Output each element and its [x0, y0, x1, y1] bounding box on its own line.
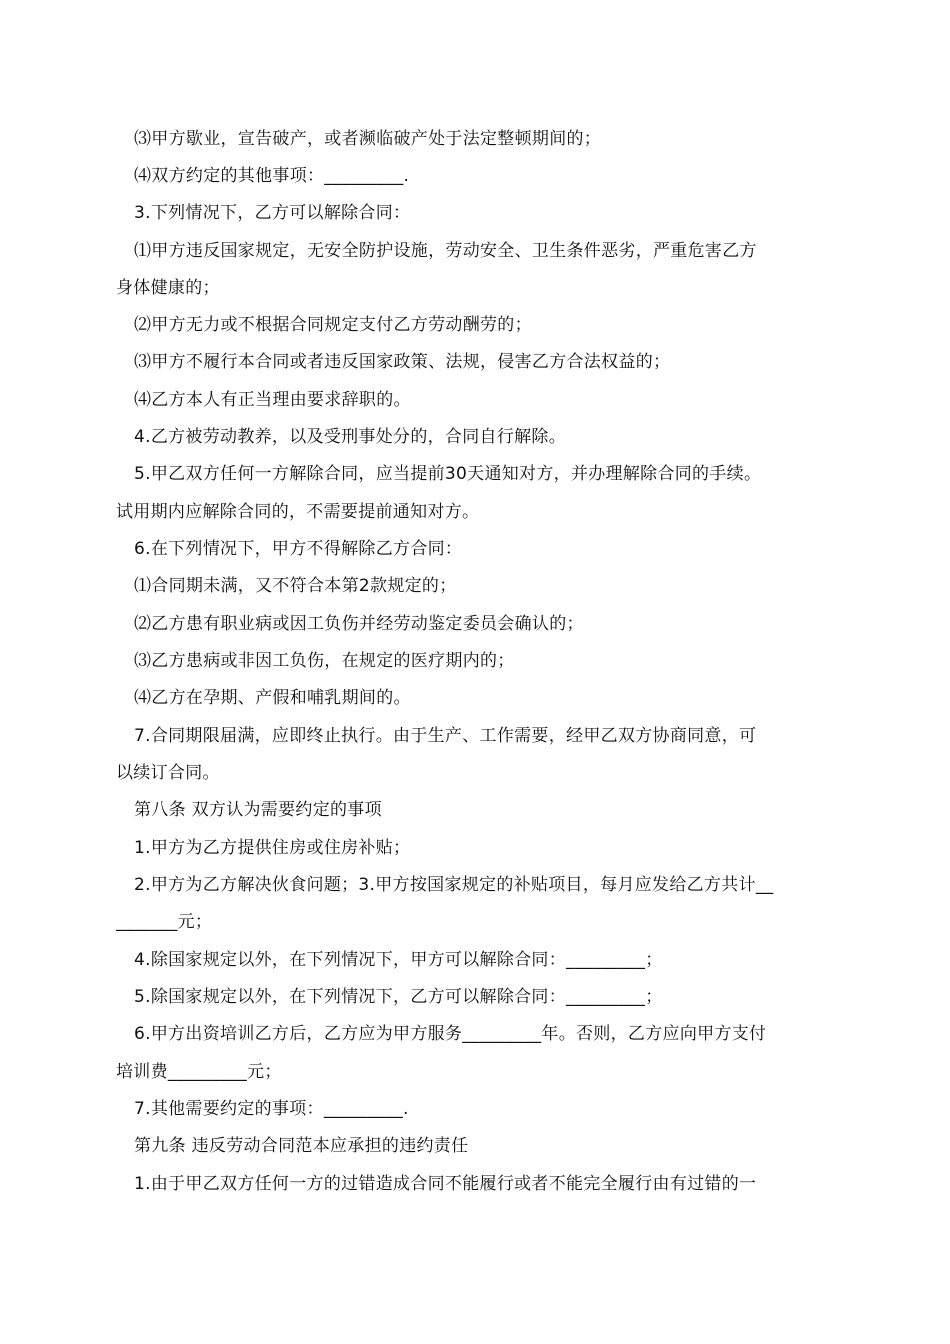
text-line: 以续订合同。	[116, 763, 220, 783]
text-line: 3.下列情况下，乙方可以解除合同：	[134, 203, 411, 223]
text-line: ⑷双方约定的其他事项：_________.	[134, 166, 410, 186]
section-heading: 第八条 双方认为需要约定的事项	[134, 800, 382, 820]
text-line: ⑶乙方患病或非因工负伤，在规定的医疗期内的；	[134, 651, 515, 671]
text-line: ⑶甲方歇业，宣告破产，或者濒临破产处于法定整顿期间的；	[134, 129, 602, 149]
text-line: 2.甲方为乙方解决伙食问题；3.甲方按国家规定的补贴项目，每月应发给乙方共计__	[134, 875, 774, 895]
section-heading: 第九条 违反劳动合同范本应承担的违约责任	[134, 1136, 469, 1156]
text-line: ⑷乙方本人有正当理由要求辞职的。	[134, 390, 411, 410]
text-line: ⑶甲方不履行本合同或者违反国家政策、法规，侵害乙方合法权益的；	[134, 352, 671, 372]
text-line: ⑷乙方在孕期、产假和哺乳期间的。	[134, 688, 411, 708]
text-line: ⑵乙方患有职业病或因工负伤并经劳动鉴定委员会确认的；	[134, 614, 584, 634]
text-line: 培训费_________元；	[116, 1062, 282, 1082]
text-line: 7.其他需要约定的事项：_________.	[134, 1099, 409, 1119]
text-line: 6.在下列情况下，甲方不得解除乙方合同：	[134, 539, 463, 559]
text-line: 1.由于甲乙双方任何一方的过错造成合同不能履行或者不能完全履行由有过错的一	[134, 1174, 757, 1194]
text-line: 1.甲方为乙方提供住房或住房补贴；	[134, 838, 411, 858]
text-line: ⑴甲方违反国家规定，无安全防护设施，劳动安全、卫生条件恶劣，严重危害乙方	[134, 241, 757, 261]
text-line: ⑵甲方无力或不根据合同规定支付乙方劳动酬劳的；	[134, 315, 532, 335]
text-line: 5.除国家规定以外，在下列情况下，乙方可以解除合同：_________；	[134, 987, 663, 1007]
text-line: ⑴合同期未满，又不符合本第2款规定的；	[134, 576, 457, 596]
text-line: 7.合同期限届满，应即终止执行。由于生产、工作需要，经甲乙双方协商同意，可	[134, 726, 757, 746]
text-line: 身体健康的；	[116, 278, 220, 298]
text-line: 试用期内应解除合同的，不需要提前通知对方。	[116, 502, 480, 522]
text-line: 4.除国家规定以外，在下列情况下，甲方可以解除合同：_________；	[134, 950, 663, 970]
text-line: 6.甲方出资培训乙方后，乙方应为甲方服务_________年。否则，乙方应向甲方支付	[134, 1024, 767, 1044]
text-line: _______元；	[116, 912, 213, 932]
text-line: 4.乙方被劳动教养，以及受刑事处分的，合同自行解除。	[134, 427, 567, 447]
text-line: 5.甲乙双方任何一方解除合同，应当提前30天通知对方，并办理解除合同的手续。	[134, 464, 762, 484]
